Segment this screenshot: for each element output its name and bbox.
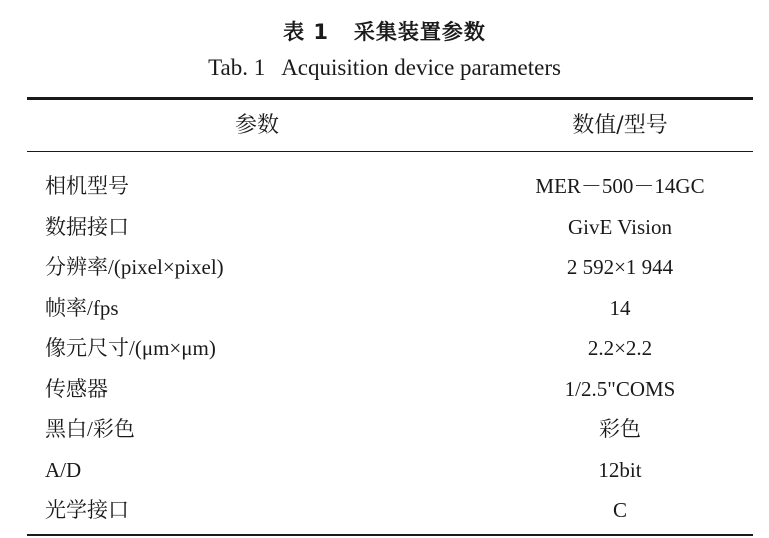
value-cell: 1/2.5"COMS — [564, 376, 676, 401]
parameter-cell: 黑白/彩色 — [45, 417, 135, 441]
parameter-cell: 像元尺寸/(μm×μm) — [45, 336, 216, 360]
table-header-rule — [27, 151, 753, 152]
value-cell: C — [612, 498, 627, 522]
parameter-cell: 数据接口 — [45, 214, 129, 239]
parameter-cell: 帧率/fps — [45, 295, 119, 320]
parameter-cell: A/D — [45, 457, 82, 482]
table-row — [27, 288, 753, 329]
value-cell: MER－500－14GC — [535, 174, 705, 198]
table-caption-english: Tab. 1 Acquisition device parameters — [208, 55, 561, 80]
table-body — [27, 166, 753, 531]
table-bottom-rule — [27, 534, 753, 536]
value-cell: 14 — [609, 295, 631, 320]
header-value-model: 数值/型号 — [572, 113, 668, 138]
value-cell: GivE Vision — [568, 214, 672, 239]
table-row — [27, 450, 753, 491]
parameter-cell: 分辨率/(pixel×pixel) — [45, 255, 224, 279]
table-row — [27, 409, 753, 450]
value-cell: 2 592×1 944 — [566, 255, 674, 279]
parameter-cell: 光学接口 — [45, 498, 129, 522]
table-row — [27, 369, 753, 410]
table-row — [27, 490, 753, 531]
value-cell: 彩色 — [599, 417, 641, 441]
table-row — [27, 207, 753, 248]
value-cell: 12bit — [598, 457, 642, 482]
table-row — [27, 247, 753, 288]
parameter-cell: 相机型号 — [45, 174, 129, 198]
table-row — [27, 328, 753, 369]
header-parameter: 参数 — [234, 113, 279, 138]
table-header-row — [27, 100, 753, 151]
table-caption-chinese: 表 1 采集装置参数 — [283, 20, 486, 44]
parameter-cell: 传感器 — [45, 376, 108, 401]
value-cell: 2.2×2.2 — [587, 336, 653, 360]
table-row — [27, 166, 753, 207]
